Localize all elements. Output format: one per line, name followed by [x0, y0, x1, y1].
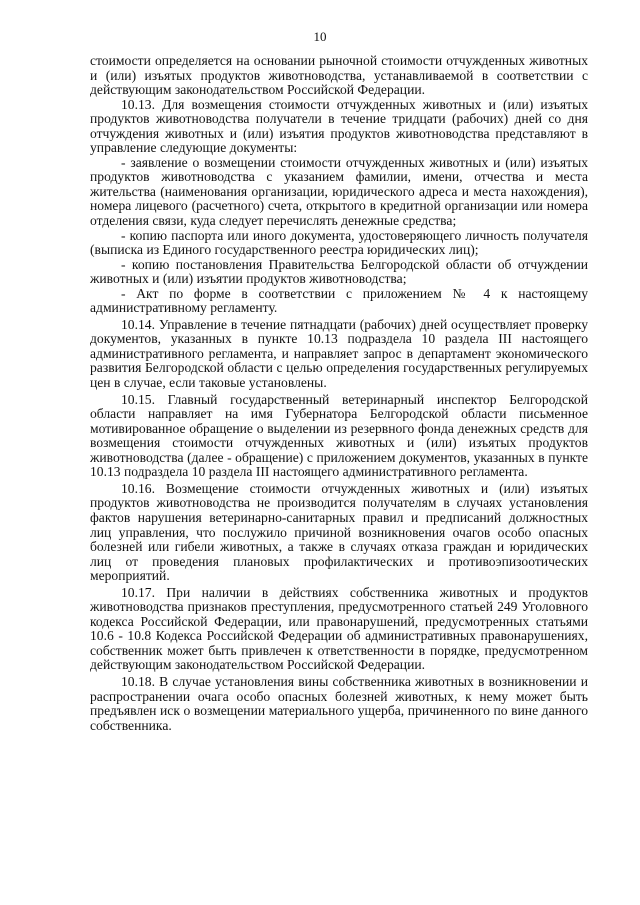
paragraph-10-13: 10.13. Для возмещения стоимости отчужденных животных и (или) изъятых продуктов животноводства получатели в течение тридцати (рабочих) дней со дня отчуждения животных и (или) изъятия продуктов животноводства представляют в управление следующие документы: [90, 96, 588, 156]
paragraph-10-17: 10.17. При наличии в действиях собственника животных и продуктов животноводства признаков преступления, предусмотренного статьей 249 Уголовного кодекса Российской Федерации, или правонарушений, предусмотренных статьями 10.6 - 10.8 Кодекса Российской Федерации об административных правонарушениях, собственник может быть привлечен к ответственности в порядке, предусмотренном действующим законодательством Российской Федерации. [90, 584, 588, 673]
paragraph-continuation: стоимости определяется на основании рыночной стоимости отчужденных животных и (или) изъятых продуктов животноводства, устанавливаемой в соответствии с действующим законодательством Российской Федерации. [90, 53, 588, 98]
paragraph-10-14: 10.14. Управление в течение пятнадцати (рабочих) дней осуществляет проверку документов, указанных в пункте 10.13 подраздела 10 раздела III настоящего административного регламента, и направляет запрос в департамент экономического развития Белгородской области с целью определения государственных регулируемых цен в случае, если таковые установлены. [90, 316, 588, 391]
document-body [90, 54, 588, 733]
page-number: 10 [313, 29, 327, 44]
list-item-application: - заявление о возмещении стоимости отчужденных животных и (или) изъятых продуктов животноводства с указанием фамилии, имени, отчества и места жительства (наименования организации, юридического адреса и места нахождения), номера лицевого (расчетного) счета, открытого в кредитной организации или номера отделения связи, куда следует перечислять денежные средства; [90, 154, 588, 229]
list-item-act: - Акт по форме в соответствии с приложением № 4 к настоящему административному регламенту. [90, 285, 588, 316]
paragraph-10-18: 10.18. В случае установления вины собственника животных в возникновении и распространении очага особо опасных болезней животных, к нему может быть предъявлен иск о возмещении материального ущерба, причиненного по вине данного собственника. [90, 673, 588, 733]
list-item-passport-copy: - копию паспорта или иного документа, удостоверяющего личность получателя (выписка из Единого государственного реестра юридических лиц); [90, 227, 588, 258]
list-item-resolution-copy: - копию постановления Правительства Белгородской области об отчуждении животных и (или) изъятии продуктов животноводства; [90, 256, 588, 287]
paragraph-10-15: 10.15. Главный государственный ветеринарный инспектор Белгородской области направляет на имя Губернатора Белгородской области письменное мотивированное обращение о выделении из резервного фонда денежных средств для возмещения стоимости отчужденных животных и (или) изъятых продуктов животноводства (далее - обращение) с приложением документов, указанных в пункте 10.13 подраздела 10 раздела III настоящего административного регламента. [90, 391, 588, 480]
paragraph-10-16: 10.16. Возмещение стоимости отчужденных животных и (или) изъятых продуктов животноводства не производится получателям в случаях установления фактов нарушения ветеринарно-санитарных правил и предписаний должностных лиц управления, что послужило причиной возникновения очагов особо опасных болезней или гибели животных, а также в случаях отказа граждан и юридических лиц от проведения плановых профилактических и противоэпизоотических мероприятий. [90, 480, 588, 584]
